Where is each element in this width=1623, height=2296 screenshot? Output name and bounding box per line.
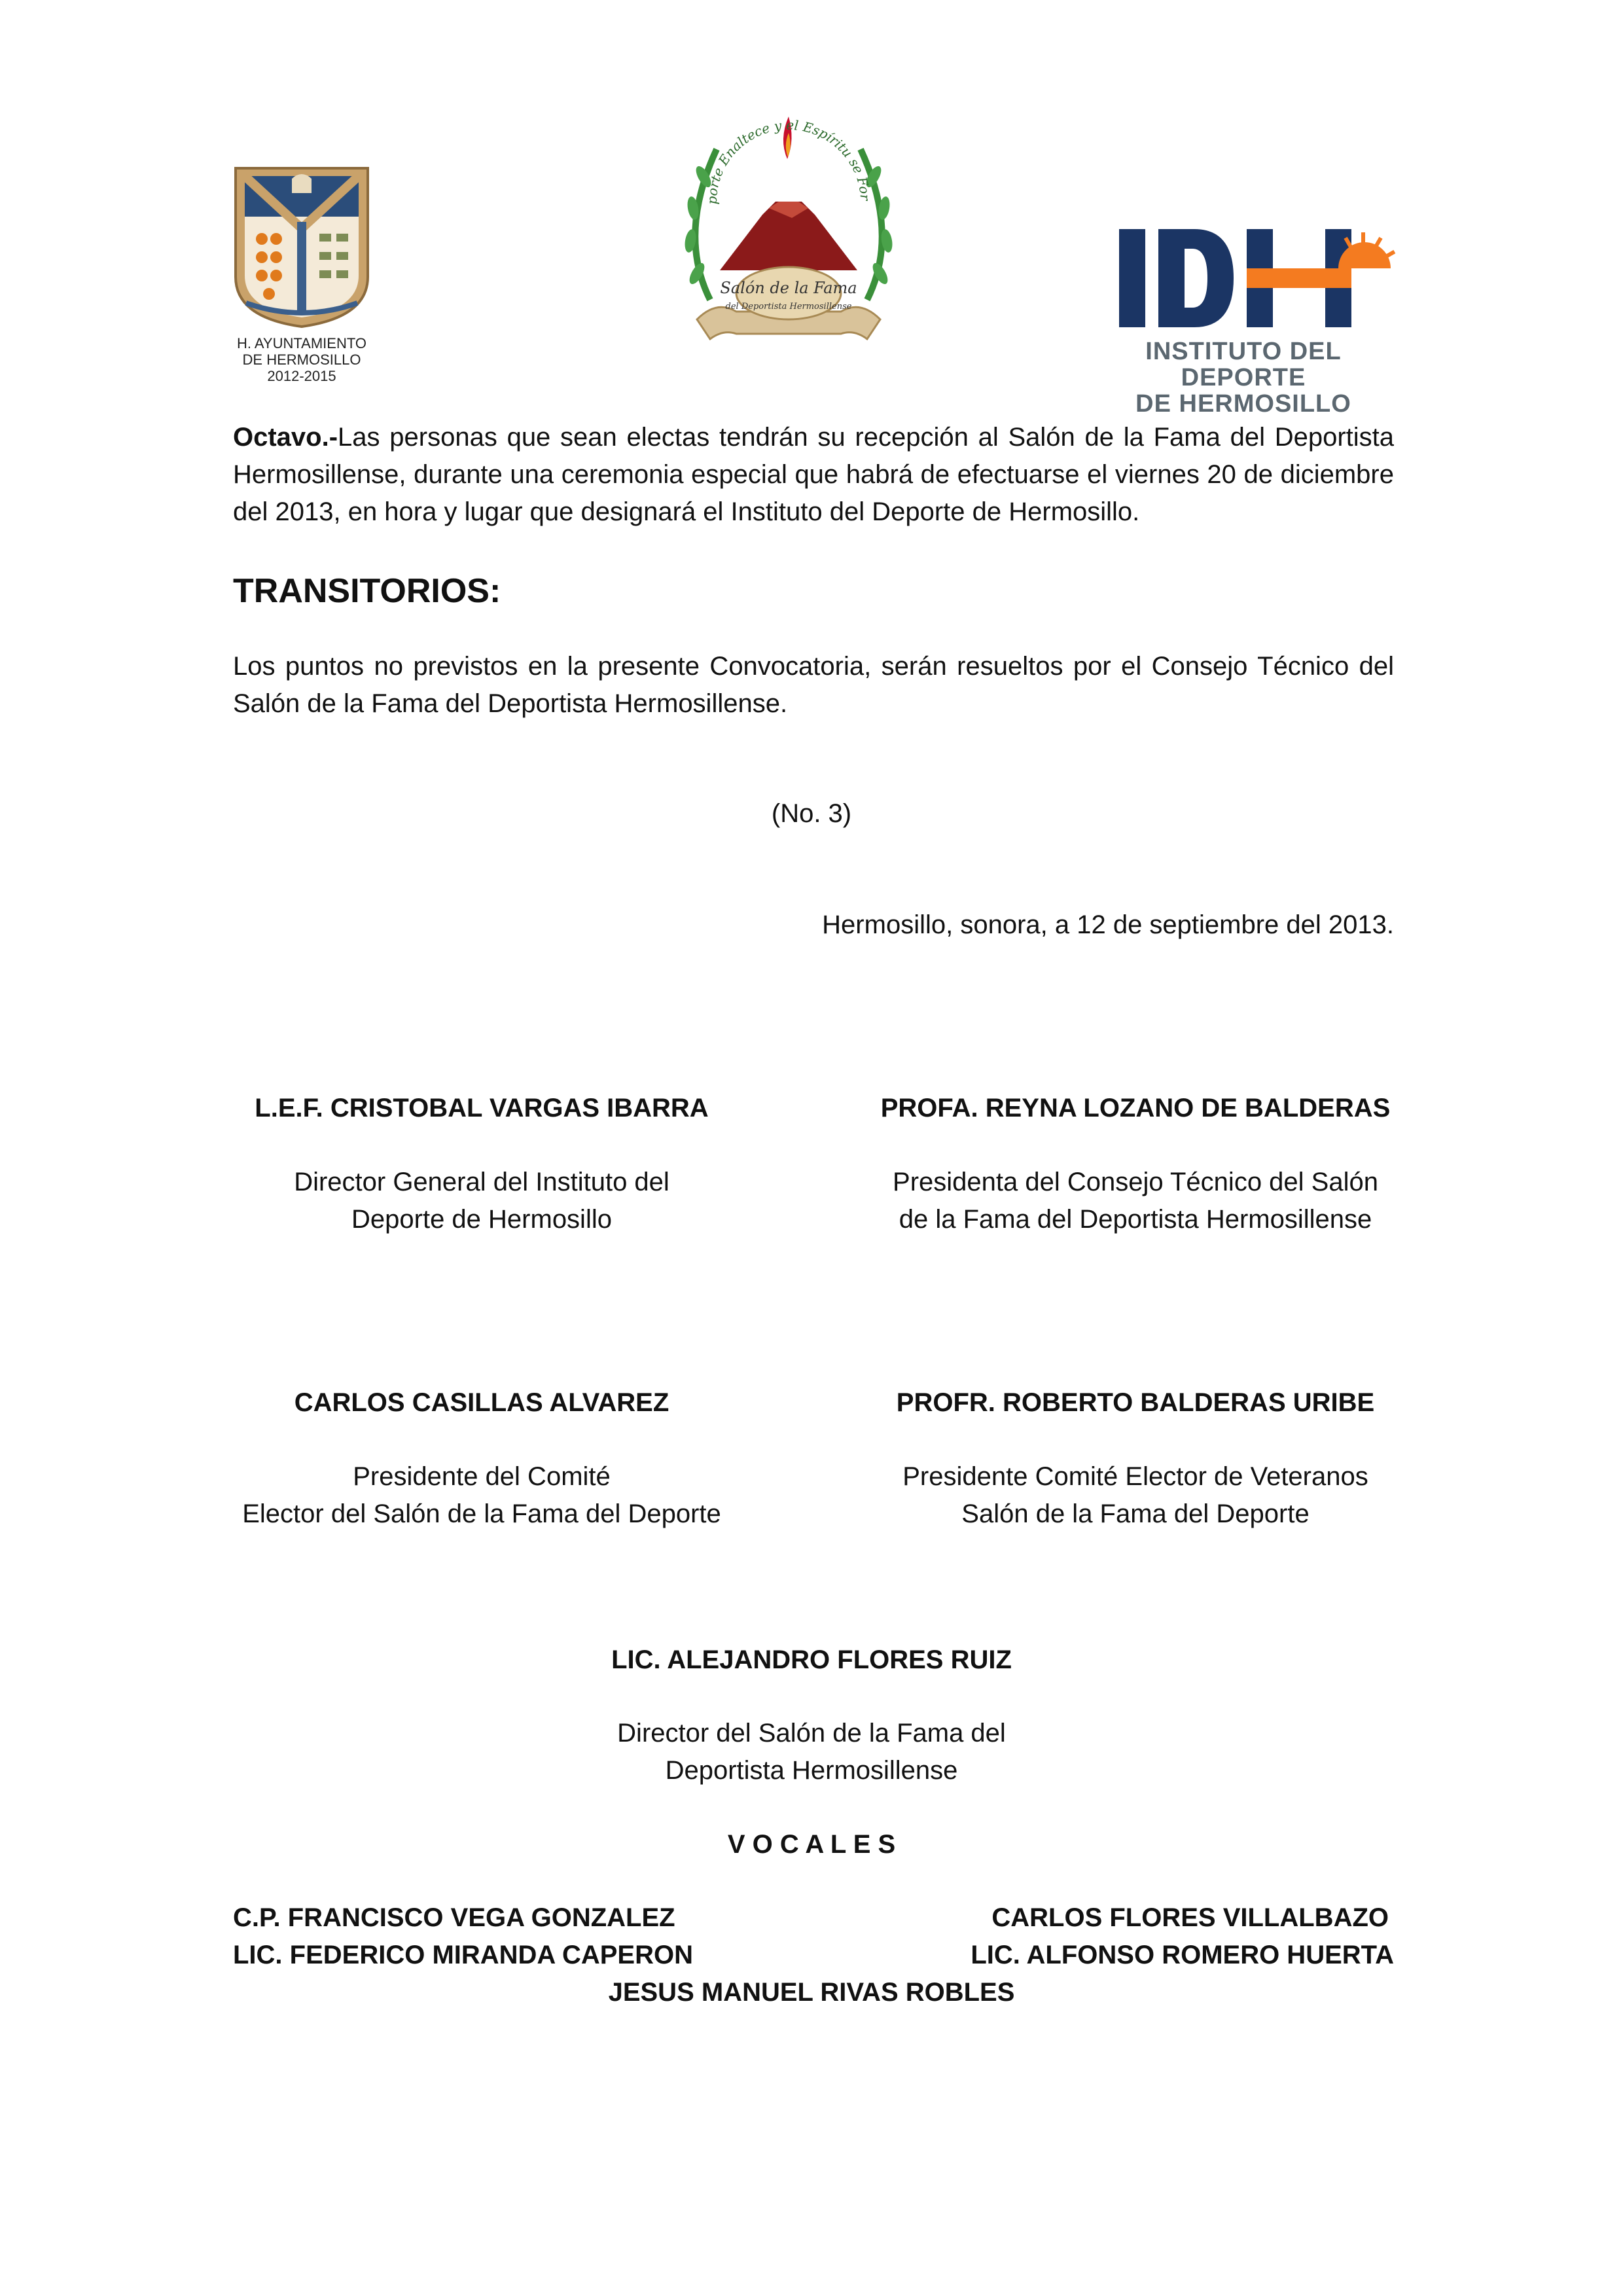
signatory-role <box>233 1458 730 1533</box>
octavo-label: Octavo.- <box>233 423 338 452</box>
signatory-role-line: Presidente Comité Elector de Veteranos <box>902 1462 1368 1491</box>
document-number: (No. 3) <box>771 799 852 828</box>
signatory-role <box>877 1458 1394 1533</box>
signatory-role <box>877 1164 1394 1238</box>
signatory-role <box>0 1715 1623 1789</box>
idh-logo-line2: DE HERMOSILLO <box>1135 390 1351 418</box>
vocal-name: CARLOS FLORES VILLALBAZO <box>991 1903 1389 1932</box>
vocales-heading: V O C A L E S <box>727 1830 896 1859</box>
vocales-right-list <box>851 1899 1394 1974</box>
ayuntamiento-caption <box>233 335 370 384</box>
signatory-name: L.E.F. CRISTOBAL VARGAS IBARRA <box>255 1094 709 1122</box>
signatory-role-line: de la Fama del Deportista Hermosillense <box>899 1205 1372 1234</box>
ayuntamiento-logo <box>233 166 370 382</box>
place-date: Hermosillo, sonora, a 12 de septiembre del 2013. <box>822 910 1394 939</box>
signatory-role-line: Director General del Instituto del <box>294 1168 669 1196</box>
salon-ribbon-line2: del Deportista Hermosillense <box>725 302 852 312</box>
vocal-name: LIC. FEDERICO MIRANDA CAPERON <box>233 1941 693 1969</box>
signatory-name: PROFR. ROBERTO BALDERAS URIBE <box>896 1388 1375 1417</box>
signatory-role-line: Presidente del Comité <box>353 1462 611 1491</box>
signatory-role-line: Presidenta del Consejo Técnico del Salón <box>893 1168 1378 1196</box>
idh-logo-line1: INSTITUTO DEL DEPORTE <box>1145 338 1342 391</box>
vocales-left-list <box>233 1899 822 1974</box>
signatory-role-line: Deporte de Hermosillo <box>351 1205 612 1234</box>
signatory-name: PROFA. REYNA LOZANO DE BALDERAS <box>880 1094 1391 1122</box>
svg-text:El Deporte Enaltece y el Espír: porte Enaltece y el Espíritu se For <box>704 117 874 205</box>
idh-logo <box>1080 223 1407 418</box>
octavo-paragraph <box>233 419 1394 531</box>
signatory-name: CARLOS CASILLAS ALVAREZ <box>294 1388 669 1417</box>
octavo-text: Las personas que sean electas tendrán su recepción al Salón de la Fama del Deportista Hermosillense, durante una ceremonia especial que habrá de efectuarse el viernes 20 de diciembre del 2013, en hora y lugar que designará el Instituto del Deporte de Hermosillo. <box>233 423 1394 526</box>
idh-sun-icon <box>1080 223 1407 334</box>
vocal-name: C.P. FRANCISCO VEGA GONZALEZ <box>233 1903 675 1932</box>
signatory-name: LIC. ALEJANDRO FLORES RUIZ <box>611 1645 1012 1674</box>
signatory-role-line: Elector del Salón de la Fama del Deporte <box>242 1499 721 1528</box>
ayuntamiento-caption-line: 2012-2015 <box>267 368 336 384</box>
vocal-name: LIC. ALFONSO ROMERO HUERTA <box>971 1941 1394 1969</box>
hermosillo-coat-of-arms-icon <box>233 166 370 329</box>
signatory-role-line: Deportista Hermosillense <box>665 1756 958 1785</box>
signatory-role <box>233 1164 730 1238</box>
salon-fama-logo <box>671 103 906 365</box>
transitorios-heading: TRANSITORIOS: <box>233 572 501 610</box>
ayuntamiento-caption-line: H. AYUNTAMIENTO <box>236 335 367 351</box>
salon-ribbon-line1: Salón de la Fama <box>720 279 857 297</box>
signatory-role-line: Salón de la Fama del Deporte <box>961 1499 1310 1528</box>
transitorios-paragraph: Los puntos no previstos en la presente Convocatoria, serán resueltos por el Consejo Técnico del Salón de la Fama del Deportista Hermosillense. <box>233 652 1394 718</box>
ayuntamiento-caption-line: DE HERMOSILLO <box>242 351 361 368</box>
signatory-role-line: Director del Salón de la Fama del <box>617 1719 1006 1748</box>
vocal-name: JESUS MANUEL RIVAS ROBLES <box>608 1978 1015 2007</box>
salon-fama-emblem-icon <box>671 103 906 365</box>
